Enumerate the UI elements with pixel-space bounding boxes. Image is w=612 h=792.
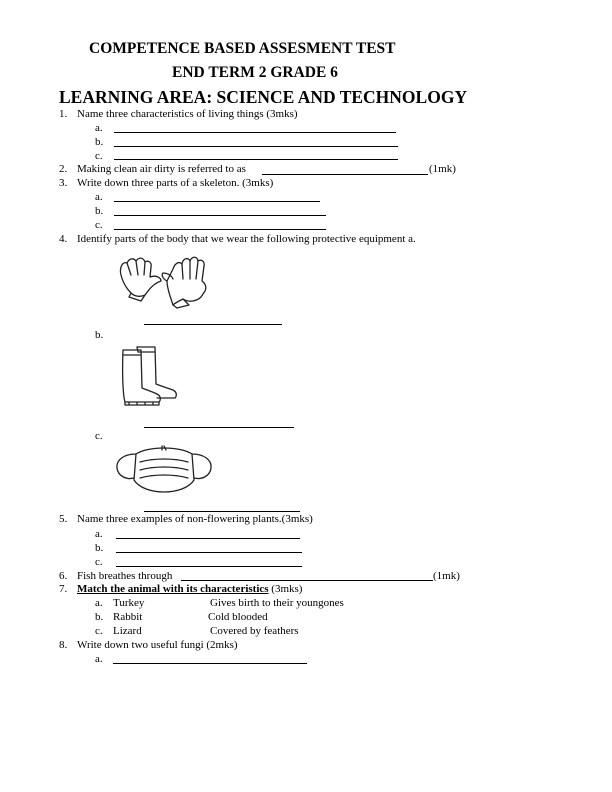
q4-b-label: b. xyxy=(95,329,104,341)
boots-icon xyxy=(117,344,179,406)
q3-c-answer-line[interactable] xyxy=(114,229,326,230)
q1-text: Name three characteristics of living things (3mks) xyxy=(77,108,298,120)
q3-text: Write down three parts of a skeleton. (3mks) xyxy=(77,177,274,189)
q3-number: 3. xyxy=(59,177,68,189)
q1-b-answer-line[interactable] xyxy=(114,146,398,147)
q2-answer-line[interactable] xyxy=(262,174,428,175)
q7-row-b-animal: Rabbit xyxy=(113,611,143,623)
learning-area: LEARNING AREA: SCIENCE AND TECHNOLOGY xyxy=(59,87,468,107)
q3-b-label: b. xyxy=(95,205,104,217)
q5-b-label: b. xyxy=(95,542,104,554)
q8-a-answer-line[interactable] xyxy=(113,663,307,664)
q7-heading xyxy=(77,583,302,596)
q4-c-label: c. xyxy=(95,430,103,442)
q4-a-answer-line[interactable] xyxy=(144,324,282,325)
q8-number: 8. xyxy=(59,639,68,651)
q7-row-b-letter: b. xyxy=(95,611,104,623)
q6-text: Fish breathes through xyxy=(77,570,173,582)
q7-number: 7. xyxy=(59,583,68,595)
q8-a-label: a. xyxy=(95,653,103,665)
q7-row-a-animal: Turkey xyxy=(113,597,145,609)
q1-b-label: b. xyxy=(95,136,104,148)
q5-b-answer-line[interactable] xyxy=(116,552,302,553)
gloves-icon xyxy=(117,253,213,309)
q6-number: 6. xyxy=(59,570,68,582)
q7-heading-text: Match the animal with its characteristics xyxy=(77,583,269,595)
q3-b-answer-line[interactable] xyxy=(114,215,326,216)
q1-c-answer-line[interactable] xyxy=(114,159,398,160)
q2-number: 2. xyxy=(59,163,68,175)
q7-row-c-letter: c. xyxy=(95,625,103,637)
q4-c-answer-line[interactable] xyxy=(144,511,300,512)
q4-text: Identify parts of the body that we wear the following protective equipment a. xyxy=(77,233,416,245)
q7-row-a-letter: a. xyxy=(95,597,103,609)
q8-text: Write down two useful fungi (2mks) xyxy=(77,639,238,651)
title-line-2: END TERM 2 GRADE 6 xyxy=(172,64,338,81)
q2-text: Making clean air dirty is referred to as xyxy=(77,163,246,175)
q3-a-answer-line[interactable] xyxy=(114,201,320,202)
q7-row-b-characteristic: Cold blooded xyxy=(208,611,268,623)
q1-number: 1. xyxy=(59,108,68,120)
title-line-1: COMPETENCE BASED ASSESMENT TEST xyxy=(89,40,396,57)
q4-b-answer-line[interactable] xyxy=(144,427,294,428)
q5-a-label: a. xyxy=(95,528,103,540)
q5-a-answer-line[interactable] xyxy=(116,538,300,539)
q6-marks: (1mk) xyxy=(433,570,460,582)
q5-c-label: c. xyxy=(95,556,103,568)
q5-number: 5. xyxy=(59,513,68,525)
q5-text: Name three examples of non-flowering plants.(3mks) xyxy=(77,513,313,525)
q4-number: 4. xyxy=(59,233,68,245)
q7-row-a-characteristic: Gives birth to their youngones xyxy=(210,597,344,609)
q1-a-answer-line[interactable] xyxy=(114,132,396,133)
face-mask-icon xyxy=(114,442,214,500)
q1-a-label: a. xyxy=(95,122,103,134)
q1-c-label: c. xyxy=(95,150,103,162)
q3-c-label: c. xyxy=(95,219,103,231)
q6-answer-line[interactable] xyxy=(181,580,433,581)
q5-c-answer-line[interactable] xyxy=(116,566,302,567)
q3-a-label: a. xyxy=(95,191,103,203)
q2-marks: (1mk) xyxy=(429,163,456,175)
q7-marks: (3mks) xyxy=(268,583,303,595)
q7-row-c-characteristic: Covered by feathers xyxy=(210,625,299,637)
q7-row-c-animal: Lizard xyxy=(113,625,142,637)
